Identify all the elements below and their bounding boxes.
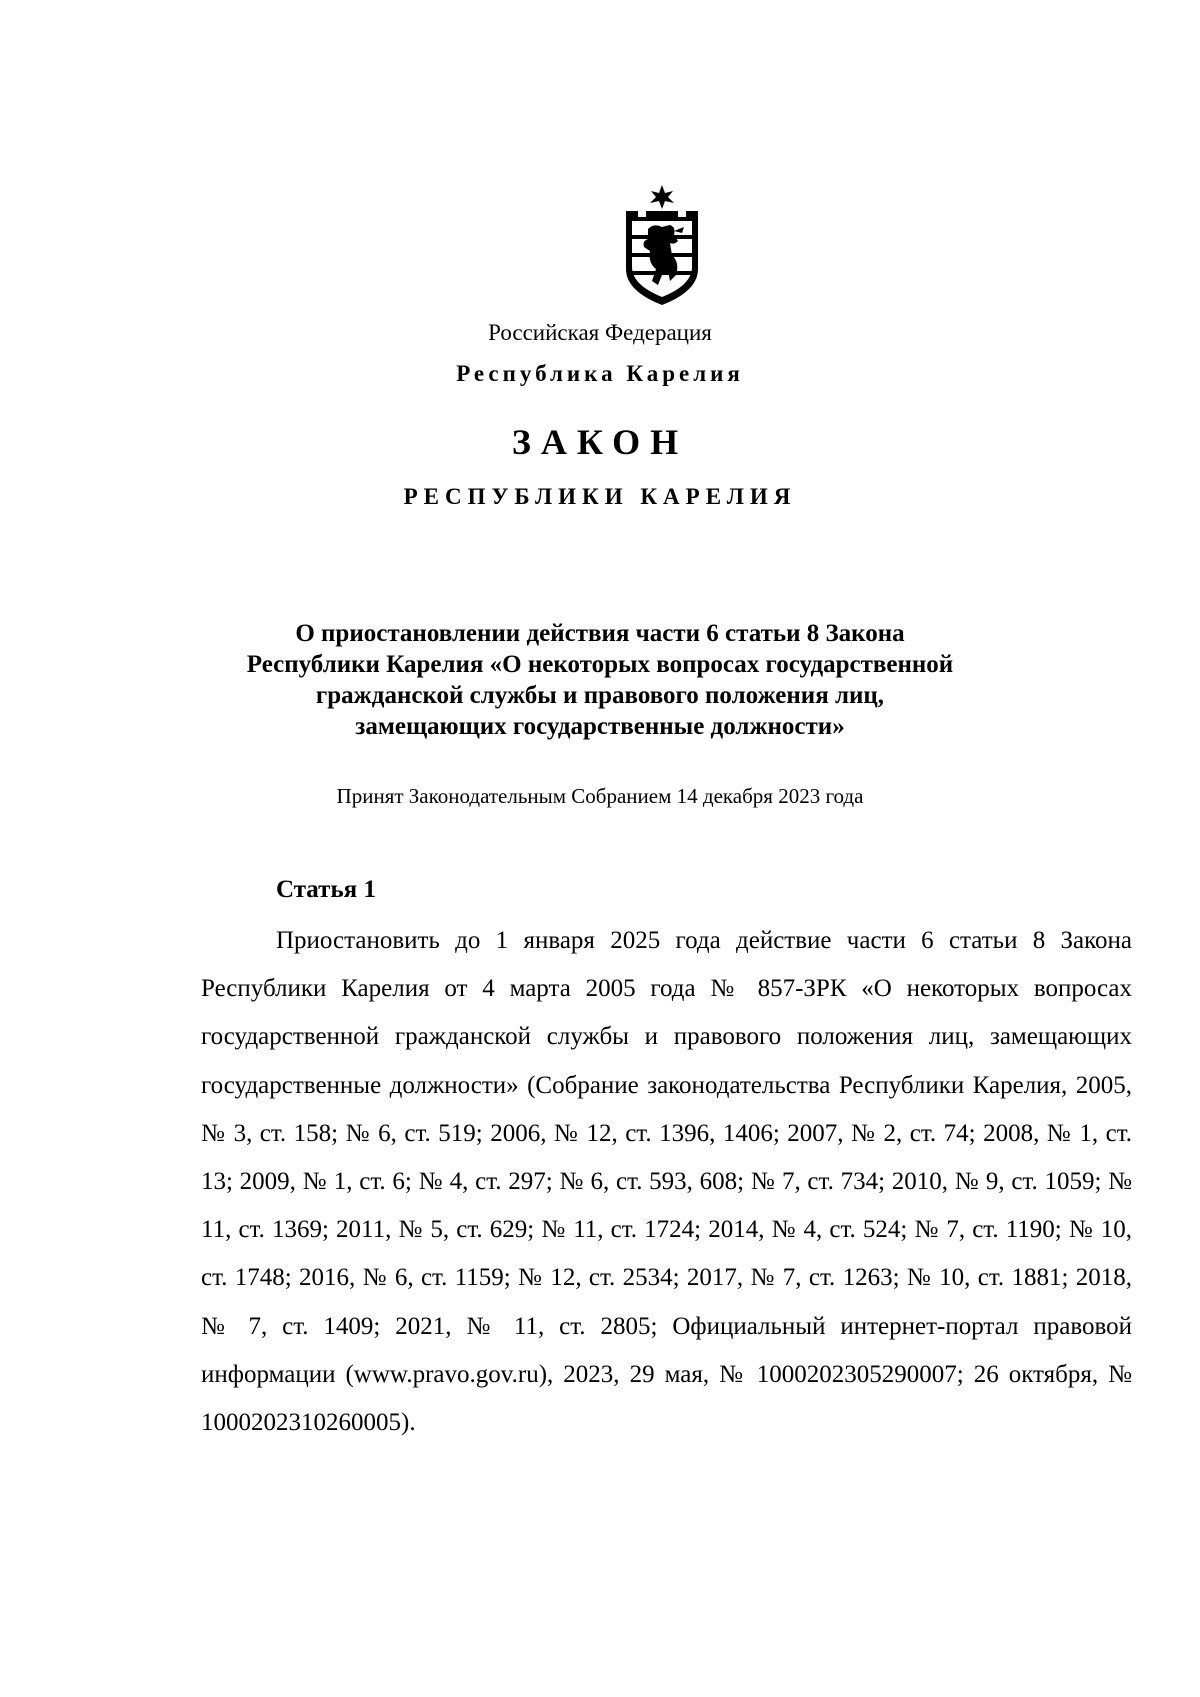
law-subheading: РЕСПУБЛИКИ КАРЕЛИЯ bbox=[403, 484, 797, 509]
republic-name: Республика Карелия bbox=[456, 361, 744, 386]
article-1-paragraph: Приостановить до 1 января 2025 года действие части 6 статьи 8 Закона Республики Карелия от 4 марта 2005 года № 857-ЗРК «О некоторых вопросах государственной гражданской службы и правового положения лиц, замещающих государственные должности» (Собрание законодательства Республики Карелия, 2005, № 3, ст. 158; № 6, ст. 519; 2006, № 12, ст. 1396, 1406; 2007, № 2, ст. 74; 2008, № 1, ст. 13; 2009, № 1, ст. 6; № 4, ст. 297; № 6, ст. 593, 608; № 7, ст. 734; 2010, № 9, ст. 1059; № 11, ст. 1369; 2011, № 5, ст. 629; № 11, ст. 1724; 2014, № 4, ст. 524; № 7, ст. 1190; № 10, ст. 1748; 2016, № 6, ст. 1159; № 12, ст. 2534; 2017, № 7, ст. 1263; № 10, ст. 1881; 2018, № 7, ст. 1409; 2021, № 11, ст. 2805; Официальный интернет-портал правовой информации (www.pravo.gov.ru), 2023, 29 мая, № 1000202305290007; 26 октября, № 1000202310260005). bbox=[201, 927, 1132, 1437]
article-1-body bbox=[201, 917, 1132, 1447]
title-line: Республики Карелия «О некоторых вопросах государственной bbox=[246, 651, 954, 678]
title-line: гражданской службы и правового положения лиц, bbox=[315, 682, 885, 709]
article-1-heading: Статья 1 bbox=[276, 876, 376, 903]
federation-name: Российская Федерация bbox=[488, 320, 712, 345]
title-line: замещающих государственные должности» bbox=[355, 713, 845, 740]
law-heading: ЗАКОН bbox=[511, 422, 689, 462]
document-title bbox=[150, 618, 1050, 742]
coat-of-arms-karelia-icon bbox=[618, 183, 706, 307]
title-line: О приостановлении действия части 6 статьи 8 Закона bbox=[295, 620, 905, 647]
adoption-note: Принят Законодательным Собранием 14 декабря 2023 года bbox=[336, 784, 864, 808]
